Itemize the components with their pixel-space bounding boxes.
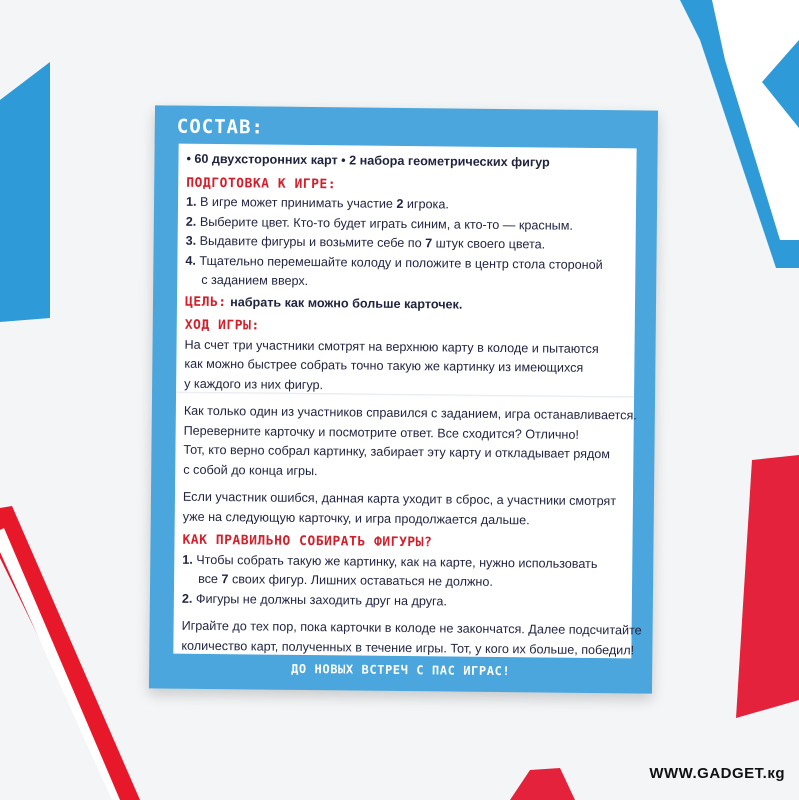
rules-card <box>149 105 658 693</box>
play-p2-line: Как только один из участников справился с заданием, игра останавливается. <box>183 403 637 423</box>
final-line: Играйте до тех пор, пока карточки в колоде не закончатся. Далее подсчитайте <box>181 618 642 638</box>
final-line: количество карт, полученных в течение игры. Тот, у кого их больше, победил! <box>181 638 635 657</box>
prep-item-4-continued: с заданием вверх. <box>201 272 309 288</box>
red-tangram-piece-right <box>736 455 799 718</box>
composition-title: СОСТАВ: <box>176 115 265 139</box>
goal-line: ЦЕЛЬ: набрать как можно больше карточек. <box>184 294 463 312</box>
prep-item-3: 3. Выдавите фигуры и возьмите себе по 7 штук своего цвета. <box>185 233 546 252</box>
card-footer: ДО НОВЫХ ВСТРЕЧ С ПАС ИГРАС! <box>291 661 511 679</box>
watermark: WWW.GADGET.кg <box>649 765 785 782</box>
prep-item-4: 4. Тщательно перемешайте колоду и положите в центр стола стороной <box>185 253 603 272</box>
rules-text-panel <box>173 144 642 659</box>
prep-heading: ПОДГОТОВКА К ИГРЕ: <box>186 175 337 192</box>
play-heading: ХОД ИГРЫ: <box>184 317 260 334</box>
prep-item-2: 2. Выберите цвет. Кто-то будет играть синим, а кто-то — красным. <box>185 214 574 233</box>
play-p2-line: Переверните карточку и посмотрите ответ. Все сходится? Отлично! <box>183 423 580 442</box>
how-heading: КАК ПРАВИЛЬНО СОБИРАТЬ ФИГУРЫ? <box>182 532 433 551</box>
play-p3-line: уже на следующую карточку, и игра продолжается дальше. <box>182 509 530 527</box>
play-p2-line: с собой до конца игры. <box>183 462 318 478</box>
red-frame-piece-left <box>0 506 140 800</box>
play-p1-line: у каждого из них фигур. <box>184 376 324 392</box>
how-item-1: 1. Чтобы собрать такую же картинку, как на карте, нужно использовать <box>182 552 598 571</box>
goal-label: ЦЕЛЬ: <box>184 294 227 310</box>
play-p3-line: Если участник ошибся, данная карта уходит в сброс, а участники смотрят <box>182 489 617 509</box>
play-p1-line: На счет три участники смотрят на верхнюю карту в колоде и пытаются <box>184 337 599 356</box>
prep-item-1: 1. В игре может принимать участие 2 игрока. <box>185 194 449 212</box>
play-p2-line: Тот, кто верно собрал картинку, забирает эту карту и откладывает рядом <box>183 442 611 462</box>
how-item-1-continued: все 7 своих фигур. Лишних оставаться не должно. <box>198 571 493 589</box>
composition-line: • 60 двухсторонних карт • 2 набора геометрических фигур <box>186 151 550 170</box>
how-item-2: 2. Фигуры не должны заходить друг на друга. <box>181 591 447 608</box>
play-p1-line: как можно быстрее собрать точно такую же картинку из имеющихся <box>184 356 584 375</box>
red-tangram-piece-bottom <box>510 768 575 800</box>
